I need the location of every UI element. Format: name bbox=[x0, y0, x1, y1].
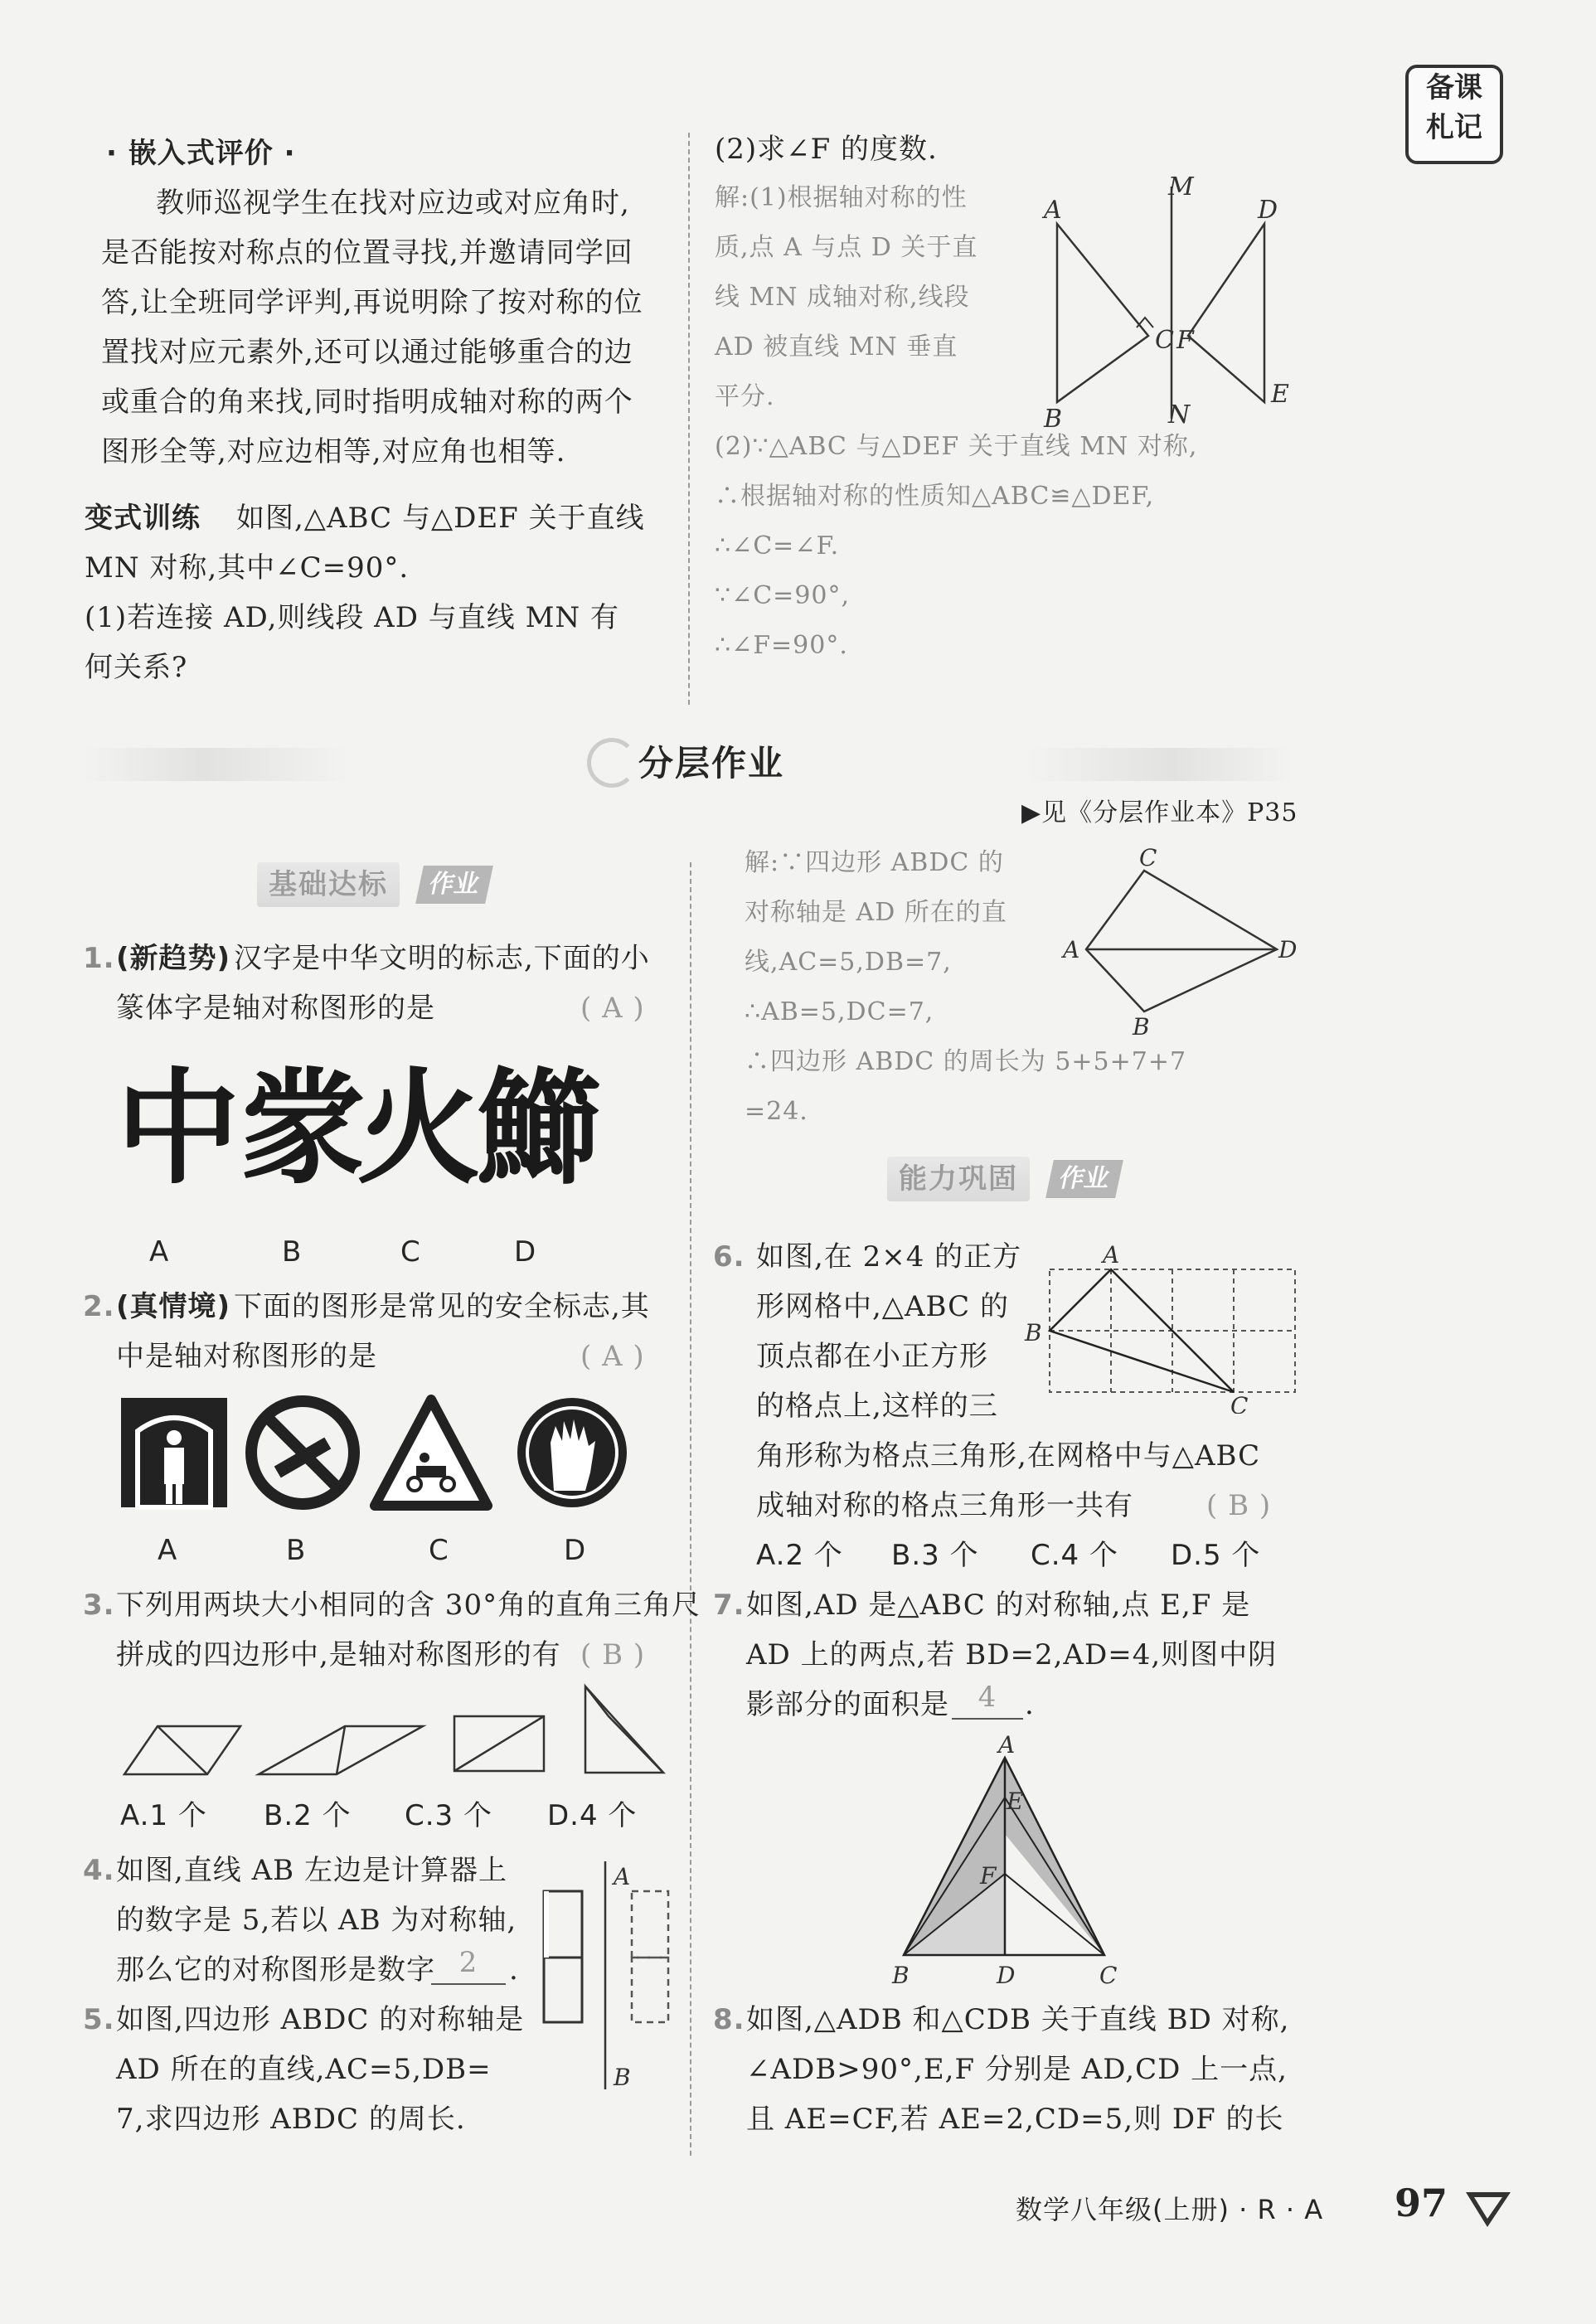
q1-opt: A bbox=[149, 1235, 170, 1269]
q2-tag: (真情境) bbox=[116, 1290, 231, 1323]
label-d: D bbox=[1258, 196, 1278, 225]
eval-line: 教师巡视学生在找对应边或对应角时, bbox=[156, 187, 630, 220]
swirl-icon bbox=[587, 738, 637, 788]
q8-number: 8. bbox=[713, 2003, 745, 2036]
q5sol-line: =24. bbox=[745, 1097, 808, 1126]
q2-opt: D bbox=[564, 1534, 587, 1567]
label-b: B bbox=[1133, 1013, 1150, 1036]
q7-answer: 4 bbox=[952, 1676, 1023, 1720]
exercise-line: (1)若连接 AD,则线段 AD 与直线 MN 有 bbox=[85, 601, 619, 634]
q8-text: ∠ADB>90°,E,F 分别是 AD,CD 上一点, bbox=[746, 2053, 1288, 2086]
q4-text: 那么它的对称图形是数字 bbox=[116, 1953, 435, 1987]
sol-line: ∴根据轴对称的性质知△ABC≌△DEF, bbox=[715, 482, 1155, 511]
sol-line: ∴∠C=∠F. bbox=[715, 531, 840, 560]
q6-text: 的格点上,这样的三 bbox=[756, 1390, 998, 1423]
q3-number: 3. bbox=[83, 1589, 115, 1622]
q3-text: 下列用两块大小相同的含 30°角的直角三角尺 bbox=[116, 1589, 701, 1622]
q3-opt: A.1 个 bbox=[120, 1799, 207, 1832]
kite-figure bbox=[1061, 846, 1310, 1036]
stamp-line2: 札记 bbox=[1426, 111, 1482, 144]
sol-line: 平分. bbox=[715, 382, 775, 411]
q3-opt: C.3 个 bbox=[405, 1799, 492, 1832]
q2-text: (2)求∠F 的度数. bbox=[715, 133, 938, 166]
label-c: C bbox=[1139, 846, 1157, 871]
triangle-shading-figure bbox=[887, 1733, 1136, 1998]
footer-book: 数学八年级(上册) · R · A bbox=[1016, 2194, 1324, 2225]
q6-opt: B.3 个 bbox=[891, 1539, 979, 1572]
eval-line: 图形全等,对应边相等,对应角也相等. bbox=[101, 435, 566, 468]
label-n: N bbox=[1168, 400, 1191, 427]
symmetry-figure bbox=[1032, 170, 1306, 427]
seal-char-b: 䝉 bbox=[240, 1055, 366, 1201]
section-title: 分层作业 bbox=[638, 743, 785, 784]
q2-opt: B bbox=[286, 1534, 307, 1567]
badge-ability bbox=[887, 1157, 1136, 1201]
q4-text: 的数字是 5,若以 AB 为对称轴, bbox=[116, 1904, 517, 1937]
eval-line: 置找对应元素外,还可以通过能够重合的边 bbox=[101, 336, 633, 369]
q1-opt: C bbox=[400, 1235, 421, 1269]
q7-text: 影部分的面积是 bbox=[746, 1688, 949, 1721]
q2-number: 2. bbox=[83, 1290, 115, 1323]
q5-text: AD 所在的直线,AC=5,DB= bbox=[116, 2053, 492, 2086]
sign-a-exit-icon bbox=[121, 1398, 227, 1507]
q6-number: 6. bbox=[713, 1240, 745, 1274]
label-b: B bbox=[892, 1962, 910, 1989]
label-e: E bbox=[1007, 1788, 1024, 1815]
quad-d-diag bbox=[585, 1686, 663, 1773]
bottom-divider bbox=[690, 862, 691, 2156]
eval-line: 是否能按对称点的位置寻找,并邀请同学回 bbox=[101, 236, 633, 269]
q1-opt: B bbox=[282, 1235, 303, 1269]
seal-char-d: 䲙 bbox=[477, 1055, 602, 1201]
q6-opt: C.4 个 bbox=[1031, 1539, 1118, 1572]
q2-text: 下面的图形是常见的安全标志,其 bbox=[234, 1290, 650, 1323]
q2-answer: ( A ) bbox=[580, 1340, 645, 1373]
label-m: M bbox=[1168, 172, 1194, 201]
safety-signs bbox=[116, 1393, 647, 1517]
q4-end: . bbox=[509, 1953, 519, 1987]
label-a: A bbox=[1063, 936, 1080, 963]
q7-number: 7. bbox=[713, 1589, 745, 1622]
sol-line: ∵∠C=90°, bbox=[715, 581, 851, 610]
q5sol-line: 解:∵四边形 ABDC 的 bbox=[745, 848, 1004, 877]
q4-number: 4. bbox=[83, 1854, 115, 1887]
label-c: C bbox=[1155, 326, 1174, 355]
q2-opt: C bbox=[429, 1534, 449, 1567]
digit-mirror bbox=[632, 1891, 668, 2022]
triangle-abc bbox=[1057, 224, 1148, 402]
label-b: B bbox=[614, 2064, 631, 2091]
label-a: A bbox=[1103, 1241, 1120, 1269]
q7-text: AD 上的两点,若 BD=2,AD=4,则图中阴 bbox=[746, 1638, 1278, 1671]
sol-line: 解:(1)根据轴对称的性 bbox=[715, 183, 968, 212]
q7-text: 如图,AD 是△ABC 的对称轴,点 E,F 是 bbox=[746, 1589, 1251, 1622]
label-e: E bbox=[1271, 380, 1289, 409]
eval-line: 答,让全班同学评判,再说明除了按对称的位 bbox=[101, 286, 643, 319]
stamp-line1: 备课 bbox=[1426, 71, 1482, 104]
sol-line: 线 MN 成轴对称,线段 bbox=[715, 283, 970, 312]
label-c: C bbox=[1099, 1962, 1118, 1989]
q5sol-line: 线,AC=5,DB=7, bbox=[745, 948, 952, 977]
seal-char-c: 火 bbox=[357, 1055, 482, 1201]
exercise-line: MN 对称,其中∠C=90°. bbox=[85, 551, 410, 585]
calculator-digit-figure bbox=[539, 1853, 680, 2094]
q2-opt: A bbox=[158, 1534, 178, 1567]
label-a: A bbox=[998, 1733, 1016, 1759]
q6-text: 形网格中,△ABC 的 bbox=[756, 1290, 1009, 1323]
q5sol-line: ∴AB=5,DC=7, bbox=[745, 997, 934, 1026]
q6-opt: D.5 个 bbox=[1171, 1539, 1261, 1572]
q6-text: 顶点都在小正方形 bbox=[756, 1340, 988, 1373]
q1-answer: ( A ) bbox=[580, 992, 645, 1025]
sol-line: AD 被直线 MN 垂直 bbox=[715, 332, 958, 361]
label-c: C bbox=[1230, 1392, 1249, 1414]
q3-opt: B.2 个 bbox=[264, 1799, 352, 1832]
page-number: 97 bbox=[1395, 2181, 1448, 2225]
triangle-def bbox=[1188, 224, 1264, 402]
q5-number: 5. bbox=[83, 2003, 115, 2036]
quad-c-diag bbox=[454, 1716, 544, 1771]
notes-stamp bbox=[1405, 65, 1503, 164]
q1-tag: (新趋势) bbox=[116, 942, 231, 975]
q5-text: 7,求四边形 ABDC 的周长. bbox=[116, 2103, 466, 2136]
digit-five bbox=[544, 1891, 582, 2022]
badge-basic-tag: 作业 bbox=[415, 866, 493, 904]
q3-text: 拼成的四边形中,是轴对称图形的有 bbox=[116, 1638, 561, 1671]
sol-line: ∴∠F=90°. bbox=[715, 631, 848, 660]
q5sol-line: 对称轴是 AD 所在的直 bbox=[745, 898, 1007, 927]
q6-text: 成轴对称的格点三角形一共有 bbox=[756, 1489, 1133, 1522]
embedded-eval-heading: · 嵌入式评价 · bbox=[106, 137, 296, 170]
quadrilateral-options bbox=[116, 1683, 672, 1791]
top-divider bbox=[688, 133, 690, 705]
label-f: F bbox=[1176, 326, 1194, 355]
q8-text: 如图,△ADB 和△CDB 关于直线 BD 对称, bbox=[746, 2003, 1290, 2036]
badge-basic bbox=[257, 862, 506, 907]
label-a: A bbox=[614, 1863, 631, 1890]
q4-answer: 2 bbox=[431, 1942, 506, 1985]
badge-basic-main: 基础达标 bbox=[257, 862, 400, 907]
q8-text: 且 AE=CF,若 AE=2,CD=5,则 DF 的长 bbox=[746, 2103, 1284, 2136]
q5sol-line: ∴四边形 ABDC 的周长为 5+5+7+7 bbox=[745, 1047, 1187, 1076]
badge-ability-tag: 作业 bbox=[1045, 1160, 1123, 1198]
footer-corner-icon bbox=[1459, 2181, 1517, 2230]
q2-text: 中是轴对称图形的是 bbox=[116, 1340, 377, 1373]
sign-c-warning-icon bbox=[375, 1400, 488, 1506]
q1-text: 篆体字是轴对称图形的是 bbox=[116, 992, 435, 1025]
label-d: D bbox=[1278, 936, 1298, 963]
exercise-label: 变式训练 bbox=[85, 502, 201, 535]
q6-text: 如图,在 2×4 的正方 bbox=[756, 1240, 1022, 1274]
eval-line: 或重合的角来找,同时指明成轴对称的两个 bbox=[101, 386, 633, 419]
label-d: D bbox=[997, 1962, 1016, 1989]
q4-text: 如图,直线 AB 左边是计算器上 bbox=[116, 1854, 507, 1887]
q1-number: 1. bbox=[83, 942, 115, 975]
sol-line: (2)∵△ABC 与△DEF 关于直线 MN 对称, bbox=[715, 432, 1198, 461]
q6-text: 角形称为格点三角形,在网格中与△ABC bbox=[756, 1439, 1261, 1473]
sign-d-gloves-icon bbox=[517, 1398, 627, 1507]
q6-answer: ( B ) bbox=[1206, 1489, 1272, 1522]
q7-end: . bbox=[1025, 1688, 1035, 1721]
kite-abdc bbox=[1086, 871, 1277, 1012]
seal-char-a: 中 bbox=[116, 1055, 241, 1201]
q3-opt: D.4 个 bbox=[547, 1799, 638, 1832]
q1-opt: D bbox=[514, 1235, 537, 1269]
quad-a-diag bbox=[158, 1726, 207, 1774]
badge-ability-main: 能力巩固 bbox=[887, 1157, 1030, 1201]
q1-text: 汉字是中华文明的标志,下面的小 bbox=[234, 942, 650, 975]
q6-opt: A.2 个 bbox=[756, 1539, 843, 1572]
sign-b-no-smoking-icon bbox=[251, 1401, 354, 1504]
label-a: A bbox=[1044, 196, 1062, 225]
q3-answer: ( B ) bbox=[580, 1638, 646, 1671]
q5-text: 如图,四边形 ABDC 的对称轴是 bbox=[116, 2003, 525, 2036]
label-b: B bbox=[1044, 405, 1063, 427]
section-ref: ▶见《分层作业本》P35 bbox=[1021, 798, 1298, 827]
label-b: B bbox=[1025, 1319, 1042, 1346]
sol-line: 质,点 A 与点 D 关于直 bbox=[715, 233, 978, 262]
quad-b-diag bbox=[337, 1726, 345, 1774]
exercise-line: 如图,△ABC 与△DEF 关于直线 bbox=[236, 502, 645, 535]
exercise-line: 何关系? bbox=[85, 651, 188, 684]
grid-figure bbox=[1020, 1240, 1302, 1414]
label-f: F bbox=[980, 1862, 997, 1890]
